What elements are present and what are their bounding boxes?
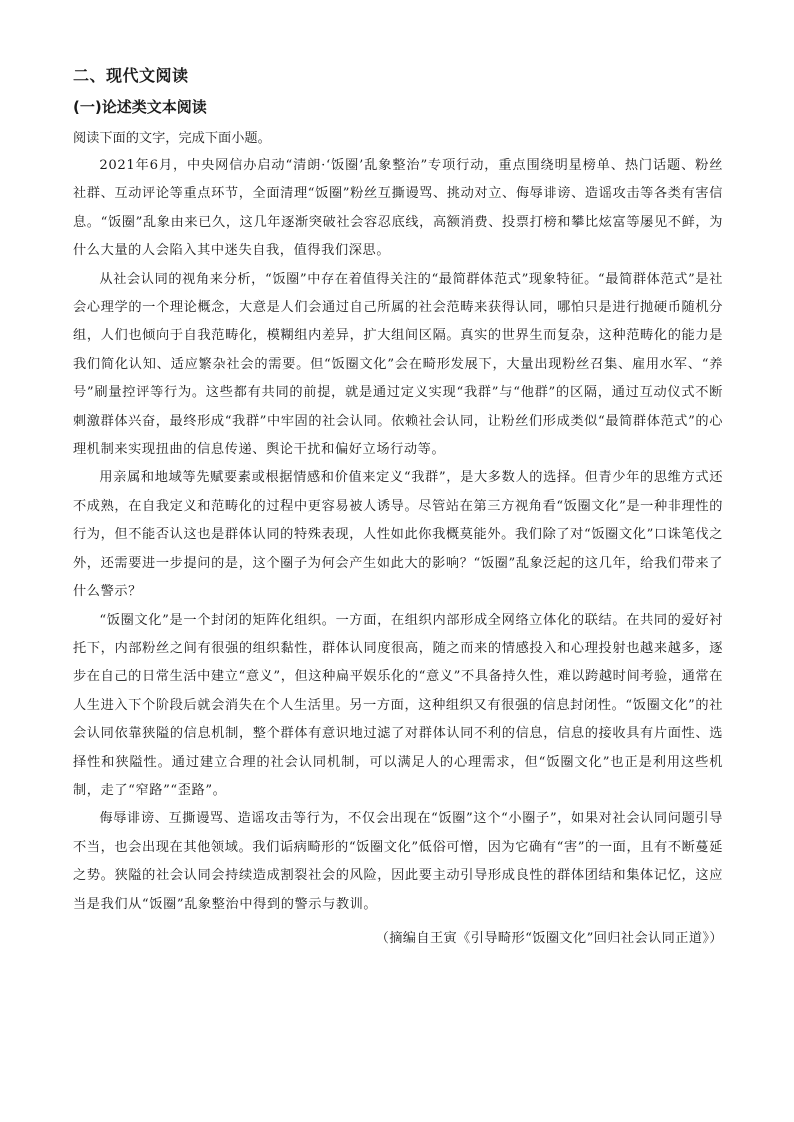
section-heading: 二、现代文阅读 [73,66,189,85]
reading-instruction: 阅读下面的文字，完成下面小题。 [73,131,271,146]
paragraph-1: 2021年6月，中央网信办启动“清朗·‘饭圈’乱象整治”专项行动，重点围绕明星榜单、热门话题、粉丝社群、互动评论等重点环节，全面清理“饭圈”粉丝互撕谩骂、挑动对立、侮辱诽谤、造谣攻击等各类有害信息。“饭圈”乱象由来已久，这几年逐渐突破社会容忍底线，高额消费、投票打榜和攀比炫富等屡见不鲜，为什么大量的人会陷入其中迷失自我，值得我们深思。 [73,158,723,259]
paragraph-4: “饭圈文化”是一个封闭的矩阵化组织。一方面，在组织内部形成全网络立体化的联结。在共同的爱好衬托下，内部粉丝之间有很强的组织黏性，群体认同度很高，随之而来的情感投入和心理投射也越来越多，逐步在自己的日常生活中建立“意义”，但这种扁平娱乐化的“意义”不具备持久性，难以跨越时间考验，通常在人生进入下个阶段后就会消失在个人生活里。另一方面，这种组织又有很强的信息封闭性。“饭圈文化”的社会认同依靠狭隘的信息机制，整个群体有意识地过滤了对群体认同不利的信息，信息的接收具有片面性、选择性和狭隘性。通过建立合理的社会认同机制，可以满足人的心理需求，但“饭圈文化”也正是利用这些机制，走了“窄路”“歪路”。 [73,612,723,798]
paragraph-3: 用亲属和地域等先赋要素或根据情感和价值来定义“我群”，是大多数人的选择。但青少年的思维方式还不成熟，在自我定义和范畴化的过程中更容易被人诱导。尽管站在第三方视角看“饭圈文化”是一种非理性的行为，但不能否认这也是群体认同的特殊表现，人性如此你我概莫能外。我们除了对“饭圈文化”口诛笔伐之外，还需要进一步提问的是，这个圈子为何会产生如此大的影响？“饭圈”乱象泛起的这几年，给我们带来了什么警示？ [73,470,723,600]
document-page [73,64,723,953]
source-citation: （摘编自王寅《引导畸形“饭圈文化”回归社会认同正道》） [375,930,723,946]
paragraph-5: 侮辱诽谤、互撕谩骂、造谣攻击等行为，不仅会出现在“饭圈”这个“小圈子”，如果对社会认同问题引导不当，也会出现在其他领域。我们诟病畸形的“饭圈文化”低俗可憎，因为它确有“害”的一面，且有不断蔓延之势。狭隘的社会认同会持续造成割裂社会的风险，因此要主动引导形成良性的群体团结和集体记忆，这应当是我们从“饭圈”乱象整治中得到的警示与教训。 [73,811,723,912]
subsection-heading: (一)论述类文本阅读 [73,98,207,116]
paragraph-2: 从社会认同的视角来分析，“饭圈”中存在着值得关注的“最简群体范式”现象特征。“最简群体范式”是社会心理学的一个理论概念，大意是人们会通过自己所属的社会范畴来获得认同，哪怕只是进行抛硬币随机分组，人们也倾向于自我范畴化，模糊组内差异，扩大组间区隔。真实的世界生而复杂，这种范畴化的能力是我们简化认知、适应繁杂社会的需要。但“饭圈文化”会在畸形发展下，大量出现粉丝召集、雇用水军、“养号”刷量控评等行为。这些都有共同的前提，就是通过定义实现“我群”与“他群”的区隔，通过互动仪式不断刺激群体兴奋，最终形成“我群”中牢固的社会认同。依赖社会认同，让粉丝们形成类似“最简群体范式”的心理机制来实现扭曲的信息传递、舆论干扰和偏好立场行动等。 [73,271,723,458]
